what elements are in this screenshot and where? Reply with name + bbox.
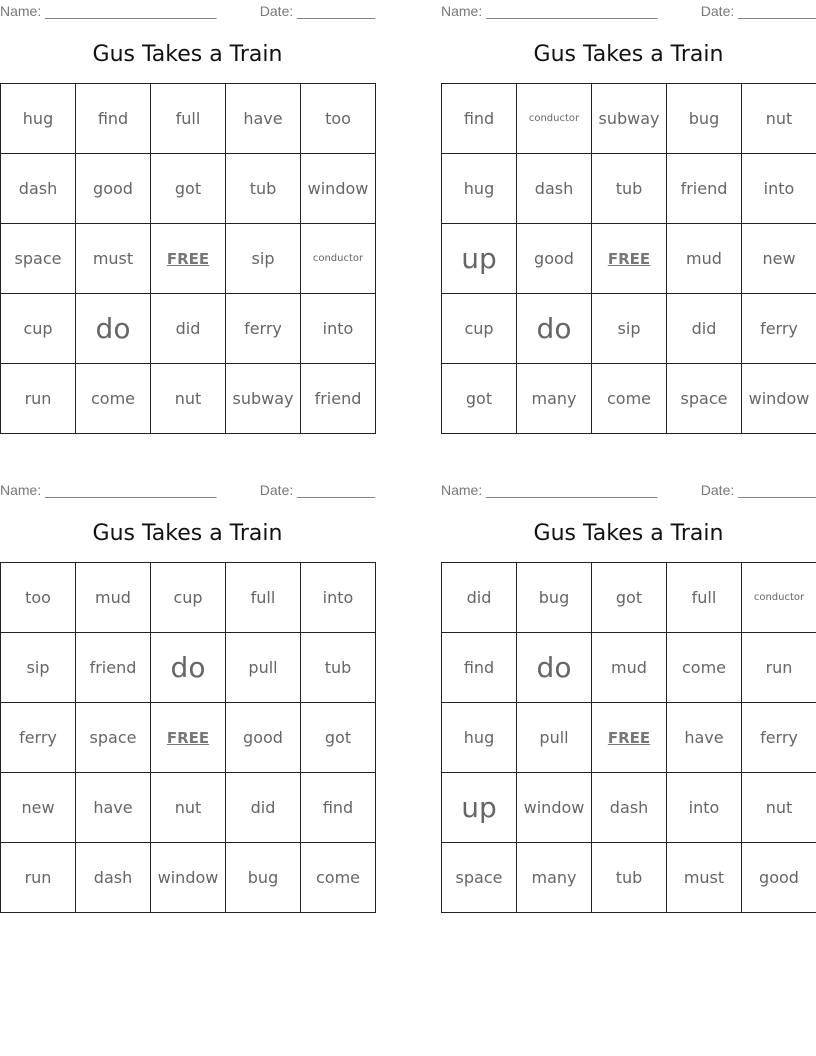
grid-row xyxy=(442,843,816,913)
grid-cell: full xyxy=(151,84,226,154)
grid-cell: dash xyxy=(517,154,592,224)
grid-cell: too xyxy=(301,84,376,154)
grid-cell: come xyxy=(76,364,151,434)
grid-cell: cup xyxy=(151,563,226,633)
grid-cell: conductor xyxy=(517,84,592,154)
grid-cell: hug xyxy=(442,703,517,773)
grid-row xyxy=(442,84,816,154)
grid-cell: conductor xyxy=(301,224,376,294)
grid-cell: hug xyxy=(1,84,76,154)
grid-cell: conductor xyxy=(742,563,816,633)
grid-cell: full xyxy=(667,563,742,633)
grid-row xyxy=(442,773,816,843)
grid-cell: sip xyxy=(226,224,301,294)
grid-cell: bug xyxy=(517,563,592,633)
grid-cell: mud xyxy=(667,224,742,294)
name-field: Name: ______________________ xyxy=(441,3,658,19)
bingo-grid xyxy=(0,562,376,913)
bingo-grid xyxy=(441,83,816,434)
date-field: Date: __________ xyxy=(259,482,375,498)
date-field: Date: __________ xyxy=(259,3,375,19)
grid-cell: cup xyxy=(442,294,517,364)
grid-cell: nut xyxy=(151,773,226,843)
grid-cell: did xyxy=(151,294,226,364)
date-field: Date: __________ xyxy=(700,3,816,19)
grid-cell: into xyxy=(301,563,376,633)
grid-cell: space xyxy=(1,224,76,294)
grid-row xyxy=(442,154,816,224)
grid-cell: many xyxy=(517,843,592,913)
grid-cell: subway xyxy=(226,364,301,434)
grid-cell: friend xyxy=(667,154,742,224)
grid-cell: too xyxy=(1,563,76,633)
grid-row xyxy=(1,843,376,913)
name-field: Name: ______________________ xyxy=(0,3,217,19)
grid-cell: run xyxy=(1,843,76,913)
grid-cell: nut xyxy=(742,773,816,843)
grid-cell: window xyxy=(151,843,226,913)
grid-row xyxy=(442,563,816,633)
grid-cell: good xyxy=(226,703,301,773)
free-space: FREE xyxy=(151,703,226,773)
grid-row xyxy=(442,364,816,434)
grid-cell: dash xyxy=(76,843,151,913)
grid-cell: did xyxy=(442,563,517,633)
grid-cell: tub xyxy=(592,154,667,224)
grid-cell: hug xyxy=(442,154,517,224)
card-title: Gus Takes a Train xyxy=(92,42,283,67)
date-field: Date: __________ xyxy=(700,482,816,498)
grid-row xyxy=(442,224,816,294)
grid-cell: tub xyxy=(226,154,301,224)
grid-row xyxy=(1,563,376,633)
grid-cell: pull xyxy=(226,633,301,703)
grid-cell: did xyxy=(667,294,742,364)
grid-cell: dash xyxy=(1,154,76,224)
card-title: Gus Takes a Train xyxy=(533,42,724,67)
name-field: Name: ______________________ xyxy=(441,482,658,498)
grid-cell: sip xyxy=(592,294,667,364)
grid-row xyxy=(1,364,376,434)
grid-cell: have xyxy=(76,773,151,843)
free-space: FREE xyxy=(592,224,667,294)
grid-cell: new xyxy=(742,224,816,294)
grid-row xyxy=(1,154,376,224)
bingo-grid xyxy=(0,83,376,434)
grid-row xyxy=(1,84,376,154)
grid-cell: window xyxy=(742,364,816,434)
grid-cell: come xyxy=(301,843,376,913)
grid-row xyxy=(1,224,376,294)
grid-cell: ferry xyxy=(742,294,816,364)
grid-cell: full xyxy=(226,563,301,633)
grid-cell: do xyxy=(517,294,592,364)
grid-cell: got xyxy=(301,703,376,773)
grid-cell: into xyxy=(667,773,742,843)
grid-cell: up xyxy=(442,224,517,294)
grid-cell: did xyxy=(226,773,301,843)
grid-row xyxy=(442,633,816,703)
grid-cell: must xyxy=(667,843,742,913)
grid-row xyxy=(442,294,816,364)
grid-cell: got xyxy=(442,364,517,434)
grid-cell: mud xyxy=(76,563,151,633)
grid-cell: subway xyxy=(592,84,667,154)
grid-row xyxy=(1,294,376,364)
card-title: Gus Takes a Train xyxy=(92,521,283,546)
grid-cell: bug xyxy=(226,843,301,913)
grid-cell: do xyxy=(151,633,226,703)
card-title: Gus Takes a Train xyxy=(533,521,724,546)
grid-cell: got xyxy=(592,563,667,633)
bingo-grid xyxy=(441,562,816,913)
grid-row xyxy=(442,703,816,773)
grid-cell: find xyxy=(301,773,376,843)
grid-cell: many xyxy=(517,364,592,434)
grid-cell: dash xyxy=(592,773,667,843)
grid-cell: friend xyxy=(76,633,151,703)
free-space: FREE xyxy=(592,703,667,773)
grid-row xyxy=(1,703,376,773)
grid-cell: good xyxy=(76,154,151,224)
grid-cell: ferry xyxy=(742,703,816,773)
grid-cell: have xyxy=(667,703,742,773)
grid-cell: into xyxy=(742,154,816,224)
grid-cell: nut xyxy=(742,84,816,154)
grid-cell: space xyxy=(442,843,517,913)
grid-cell: space xyxy=(667,364,742,434)
grid-cell: window xyxy=(301,154,376,224)
grid-cell: tub xyxy=(592,843,667,913)
grid-cell: got xyxy=(151,154,226,224)
grid-cell: pull xyxy=(517,703,592,773)
grid-cell: tub xyxy=(301,633,376,703)
grid-cell: ferry xyxy=(226,294,301,364)
grid-cell: space xyxy=(76,703,151,773)
grid-cell: run xyxy=(1,364,76,434)
grid-cell: come xyxy=(667,633,742,703)
name-field: Name: ______________________ xyxy=(0,482,217,498)
grid-cell: into xyxy=(301,294,376,364)
grid-cell: cup xyxy=(1,294,76,364)
grid-cell: come xyxy=(592,364,667,434)
grid-cell: find xyxy=(442,84,517,154)
grid-cell: run xyxy=(742,633,816,703)
grid-cell: nut xyxy=(151,364,226,434)
grid-row xyxy=(1,633,376,703)
grid-cell: good xyxy=(517,224,592,294)
grid-cell: do xyxy=(517,633,592,703)
grid-cell: ferry xyxy=(1,703,76,773)
grid-cell: sip xyxy=(1,633,76,703)
grid-row xyxy=(1,773,376,843)
grid-cell: find xyxy=(442,633,517,703)
grid-cell: new xyxy=(1,773,76,843)
grid-cell: must xyxy=(76,224,151,294)
grid-cell: do xyxy=(76,294,151,364)
grid-cell: good xyxy=(742,843,816,913)
grid-cell: friend xyxy=(301,364,376,434)
grid-cell: have xyxy=(226,84,301,154)
grid-cell: find xyxy=(76,84,151,154)
grid-cell: mud xyxy=(592,633,667,703)
grid-cell: bug xyxy=(667,84,742,154)
free-space: FREE xyxy=(151,224,226,294)
grid-cell: window xyxy=(517,773,592,843)
grid-cell: up xyxy=(442,773,517,843)
